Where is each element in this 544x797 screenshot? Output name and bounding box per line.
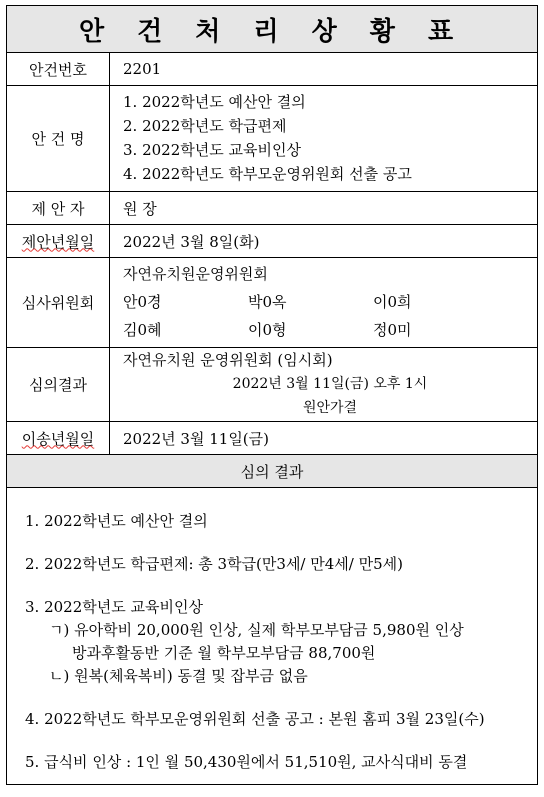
result-item-classes: 2. 2022학년도 학급편제: 총 3학급(만3세/ 만4세/ 만5세) bbox=[25, 555, 403, 573]
agenda-name-list bbox=[110, 86, 537, 191]
committee-name: 자연유치원운영위원회 bbox=[123, 265, 268, 283]
result-item-parent-committee: 4. 2022학년도 학부모운영위원회 선출 공고 : 본원 홈피 3월 23일(수) bbox=[25, 710, 485, 728]
proposer-label: 제 안 자 bbox=[7, 192, 110, 224]
committee-member: 안0경 bbox=[123, 293, 162, 311]
row-proposal-date bbox=[7, 225, 537, 258]
agenda-status-document bbox=[6, 5, 538, 785]
row-transfer-date bbox=[7, 422, 537, 455]
review-result-label: 심의결과 bbox=[7, 348, 110, 421]
review-result-value bbox=[110, 348, 537, 421]
committee-members bbox=[123, 288, 537, 344]
agenda-item: 3. 2022학년도 교육비인상 bbox=[123, 141, 301, 159]
committee-member: 이0희 bbox=[373, 293, 412, 311]
proposer-value: 원 장 bbox=[123, 199, 157, 218]
review-decision: 원안가결 bbox=[302, 400, 358, 416]
agenda-item: 1. 2022학년도 예산안 결의 bbox=[123, 93, 306, 111]
result-subitem-tuition-a: ㄱ) 유아학비 20,000원 인상, 실제 학부모부담금 5,980원 인상 bbox=[49, 621, 464, 639]
agenda-name-label: 안 건 명 bbox=[7, 86, 110, 191]
agenda-number-label: 안건번호 bbox=[7, 53, 110, 85]
row-agenda-number bbox=[7, 53, 537, 86]
results-section-header: 심의 결과 bbox=[7, 455, 537, 488]
result-subitem-tuition-a-cont: 방과후활동반 기준 월 학부모부담금 88,700원 bbox=[72, 644, 376, 662]
transfer-date-value: 2022년 3월 11일(금) bbox=[123, 429, 270, 448]
row-committee bbox=[7, 258, 537, 348]
proposal-date-value: 2022년 3월 8일(화) bbox=[123, 232, 260, 251]
agenda-item: 2. 2022학년도 학급편제 bbox=[123, 117, 287, 135]
agenda-number-value: 2201 bbox=[123, 60, 162, 78]
committee-member: 정0미 bbox=[373, 321, 412, 339]
review-datetime: 2022년 3월 11일(금) 오후 1시 bbox=[232, 376, 428, 392]
committee-member: 박0옥 bbox=[248, 293, 287, 311]
committee-member: 이0형 bbox=[248, 321, 287, 339]
committee-member: 김0혜 bbox=[123, 321, 162, 339]
review-committee: 자연유치원 운영위원회 (임시회) bbox=[123, 351, 333, 369]
proposal-date-label: 제안년월일 bbox=[21, 232, 95, 251]
agenda-item: 4. 2022학년도 학부모운영위원회 선출 공고 bbox=[123, 165, 412, 183]
result-item-meal-fee: 5. 급식비 인상 : 1인 월 50,430원에서 51,510원, 교사식대비 동결 bbox=[25, 753, 468, 771]
committee-label: 심사위원회 bbox=[7, 258, 110, 347]
row-agenda-name bbox=[7, 86, 537, 192]
row-proposer bbox=[7, 192, 537, 225]
row-review-result bbox=[7, 348, 537, 422]
committee-value bbox=[110, 258, 537, 347]
result-item-budget: 1. 2022학년도 예산안 결의 bbox=[25, 512, 208, 530]
document-title: 안 건 처 리 상 황 표 bbox=[7, 6, 537, 53]
result-item-tuition: 3. 2022학년도 교육비인상 bbox=[25, 598, 203, 616]
transfer-date-label: 이송년월일 bbox=[21, 429, 95, 448]
results-body bbox=[7, 488, 537, 774]
result-subitem-tuition-b: ㄴ) 원복(체육복비) 동결 및 잡부금 없음 bbox=[49, 667, 308, 685]
